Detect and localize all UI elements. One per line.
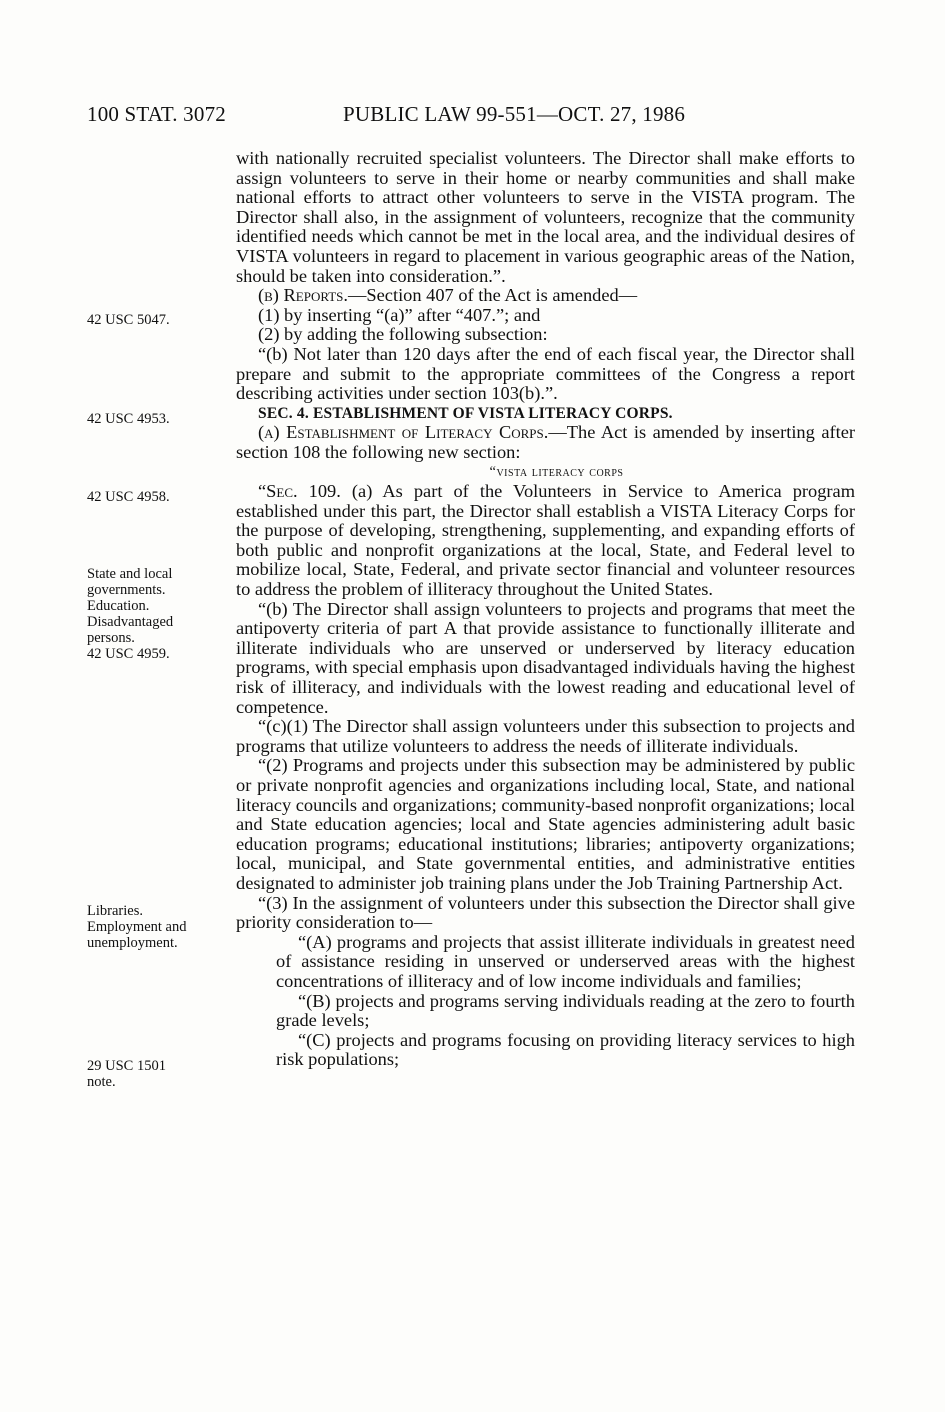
- section-109-b: “(b) The Director shall assign volunteers to projects and programs that meet the antipoverty criteria of part A that provide assistance to functionally illiterate and illiterate individuals who are unserved or underserved by literacy education programs, with special emphasis upon disadvantaged individuals having the highest risk of illiteracy, and individuals with the lowest reading and educational level of competence.: [236, 598, 855, 717]
- margin-note-education: Education.: [87, 598, 150, 614]
- vista-heading-text: “vista literacy corps: [489, 463, 624, 480]
- stat-page-number: 100 STAT. 3072: [87, 102, 226, 126]
- margin-note-usc-4953: 42 USC 4953.: [87, 411, 170, 427]
- section-4-a-text: —The Act is amended by inserting after section 108 the following new section:: [236, 422, 856, 462]
- margin-note-employment: Employment and unemployment.: [87, 919, 187, 951]
- clause-c: “(C) projects and programs focusing on providing literacy services to high risk populations;: [276, 1029, 855, 1070]
- margin-note-disadvantaged: Disadvantaged persons.: [87, 614, 174, 646]
- section-109-c3: “(3) In the assignment of volunteers under this subsection the Director shall give priority consideration to—: [236, 892, 855, 933]
- margin-note-group-libraries: [87, 903, 205, 951]
- reports-label: (b) Reports.: [258, 285, 349, 306]
- section-109-c1: “(c)(1) The Director shall assign volunteers under this subsection to projects and programs that utilize volunteers to address the needs of illiterate individuals.: [236, 716, 855, 756]
- clause-b: “(B) projects and programs serving individuals reading at the zero to fourth grade levels;: [276, 990, 855, 1031]
- margin-note-state-local: State and local governments.: [87, 566, 173, 598]
- reports-subsection-b: “(b) Not later than 120 days after the end of each fiscal year, the Director shall prepare and submit to the appropriate committees of the Congress a report describing activities under section 103(b).”.: [236, 343, 855, 404]
- vista-literacy-corps-heading: [236, 463, 855, 483]
- margin-note-usc-5047: 42 USC 5047.: [87, 312, 170, 328]
- section-109-c2: “(2) Programs and projects under this subsection may be administered by public or private nonprofit agencies and organizations including local, State, and national literacy councils and organizations; community-based nonprofit organizations; local and State education agencies; local and State agencies administering adult basic education programs; educational institutions; libraries; antipoverty organizations; local, municipal, and State governmental entities, and administrative entities designated to administer job training plans under the Job Training Partnership Act.: [236, 755, 855, 893]
- section-109-a: [236, 482, 855, 600]
- margin-note-libraries: Libraries.: [87, 903, 143, 919]
- section-109-label: “Sec.: [258, 481, 298, 502]
- margin-note-usc-1501: 29 USC 1501 note.: [87, 1058, 166, 1090]
- margin-note-usc-4959: 42 USC 4959.: [87, 646, 170, 662]
- reports-paragraph: [236, 286, 855, 306]
- continuation-paragraph: with nationally recruited specialist volunteers. The Director shall make efforts to assign volunteers to serve in their home or nearby communities and shall make national efforts to attract other volunteers to serve in the VISTA program. The Director shall also, in the assignment of volunteers, recognize that the community identified needs which cannot be met in the local area, and the individual desires of VISTA volunteers in regard to placement in various geographic areas of the Nation, should be taken into consideration.”.: [236, 148, 855, 286]
- section-4-heading: SEC. 4. ESTABLISHMENT OF VISTA LITERACY CORPS.: [258, 404, 673, 422]
- body-text: [236, 149, 855, 1070]
- margin-note-usc-4958: 42 USC 4958.: [87, 489, 170, 505]
- reports-item-1: (1) by inserting “(a)” after “407.”; and: [258, 304, 541, 325]
- clause-a: “(A) programs and projects that assist illiterate individuals in greatest need of assistance residing in unserved or underserved areas with the highest concentrations of illiteracy and of low income individuals and families;: [276, 931, 855, 991]
- section-4-a-label: (a) Establishment of Literacy Corps.: [258, 422, 549, 443]
- reports-text: —Section 407 of the Act is amended—: [348, 285, 638, 306]
- section-4-a-paragraph: [236, 423, 855, 462]
- section-109-a-text: 109. (a) As part of the Volunteers in Service to America program established under this part, the Director shall establish a VISTA Literacy Corps for the purpose of developing, strengthening, supplementing, and expanding efforts of both public and nonprofit organizations at the local, State, and Federal level to mobilize local, State, Federal, and private sector financial and volunteer resources to address the problem of illiteracy throughout the United States.: [236, 481, 855, 600]
- law-date-heading: PUBLIC LAW 99-551—OCT. 27, 1986: [343, 102, 686, 126]
- margin-note-group-state: [87, 566, 207, 662]
- reports-item-2: (2) by adding the following subsection:: [258, 324, 548, 345]
